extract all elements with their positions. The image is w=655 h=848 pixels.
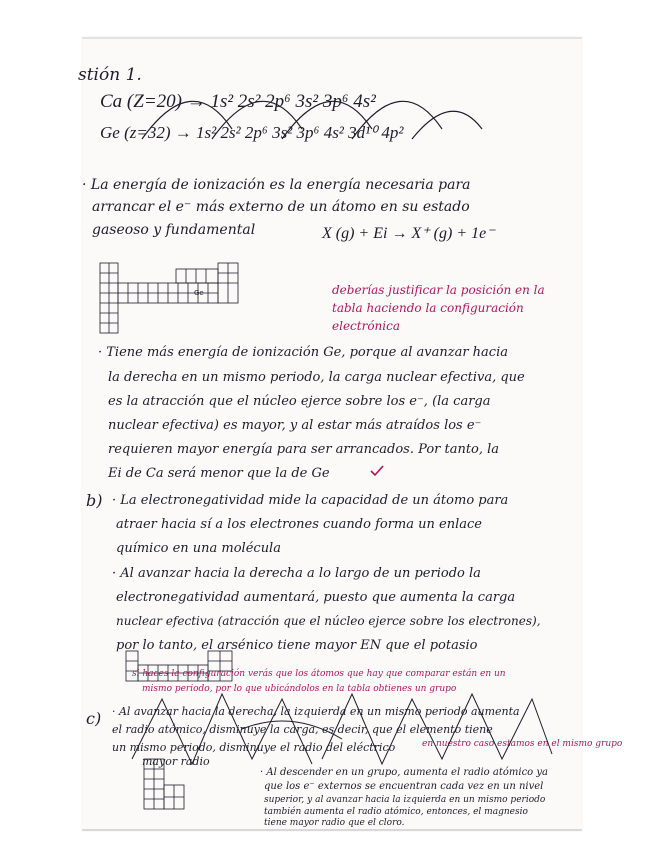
part-b-line-2: atraer hacia sí a los electrones cuando forma un enlace (116, 517, 482, 532)
part-b-line-7: por lo tanto, el arsénico tiene mayor EN que el potasio (116, 638, 478, 653)
part-b-line-6: nuclear efectiva (atracción que el núcleo ejerce sobre los electrones), (116, 614, 541, 628)
answer-a-line-6: Ei de Ca será menor que la de Ge (108, 466, 330, 481)
part-c-line-6: que los e⁻ externos se encuentran cada vez en un nivel (264, 781, 544, 792)
svg-text:Ge: Ge (194, 289, 204, 297)
part-c-line-3: un mismo periodo, disminuye el radio del eléctrico (112, 741, 396, 754)
answer-a-line-2: la derecha en un mismo periodo, la carga nuclear efectiva, que (108, 370, 525, 385)
part-b-line-5: electronegatividad aumentará, puesto que aumenta la carga (116, 590, 516, 605)
part-b-line-4: · Al avanzar hacia la derecha a lo largo de un periodo la (112, 566, 481, 581)
part-c-line-1: · Al avanzar hacia la derecha, la izquierda en un mismo periodo aumenta (112, 705, 520, 718)
ge-configuration: Ge (z=32) → 1s² 2s² 2p⁶ 3s² 3p⁶ 4s² 3d¹⁰ 4p² (100, 123, 404, 142)
ionization-equation: X (g) + Ei → X⁺ (g) + 1e⁻ (322, 225, 495, 242)
periodic-table-sketch-3 (140, 755, 190, 815)
question-header: stión 1. (78, 65, 142, 85)
part-c-line-7: superior, y al avanzar hacia la izquierda en un mismo periodo (264, 795, 546, 805)
definition-line-3: gaseoso y fundamental (92, 222, 256, 238)
correction-note-line-2: tabla haciendo la configuración (332, 301, 524, 315)
correction-c: en nuestro caso estamos en el mismo grupo (422, 739, 623, 749)
answer-a-line-3: es la atracción que el núcleo ejerce sobre los e⁻, (la carga (108, 394, 491, 409)
diagonal-arrows-drawing (82, 79, 582, 159)
definition-line-1: · La energía de ionización es la energía necesaria para (82, 177, 471, 193)
part-c-line-9: tiene mayor radio que el cloro. (264, 818, 405, 828)
correction-b-line-1: si haces la configuración verás que los átomos que hay que comparar están en un (132, 669, 506, 679)
part-c-line-4: mayor radio (142, 755, 210, 768)
part-b-label: b) (86, 491, 103, 510)
correction-b-line-2: mismo periodo, por lo que ubicándolos en la tabla obtienes un grupo (142, 684, 457, 694)
ca-configuration: Ca (Z=20) → 1s² 2s² 2p⁶ 3s² 3p⁶ 4s² (100, 91, 376, 112)
answer-a-line-5: requieren mayor energía para ser arrancados. Por tanto, la (108, 442, 500, 457)
part-c-line-5: · Al descender en un grupo, aumenta el radio atómico ya (260, 767, 548, 778)
part-c-line-8: también aumenta el radio atómico, entonces, el magnesio (264, 807, 528, 817)
definition-line-2: arrancar el e⁻ más externo de un átomo en su estado (92, 199, 470, 215)
part-b-line-3: químico en una molécula (116, 541, 281, 556)
part-c-line-2: el radio atómico, disminuye la carga, es decir, que el elemento tiene (112, 723, 493, 736)
periodic-table-sketch (96, 259, 246, 339)
correction-note-line-3: electrónica (332, 319, 400, 333)
checkmark-icon (370, 465, 384, 477)
answer-a-line-4: nuclear efectiva) es mayor, y al estar más atraídos los e⁻ (108, 418, 482, 433)
exam-page (78, 37, 623, 831)
part-c-label: c) (86, 709, 102, 728)
correction-note-line-1: deberías justificar la posición en la (332, 283, 545, 297)
answer-a-line-1: · Tiene más energía de ionización Ge, porque al avanzar hacia (98, 345, 508, 360)
part-b-line-1: · La electronegatividad mide la capacidad de un átomo para (112, 493, 509, 508)
